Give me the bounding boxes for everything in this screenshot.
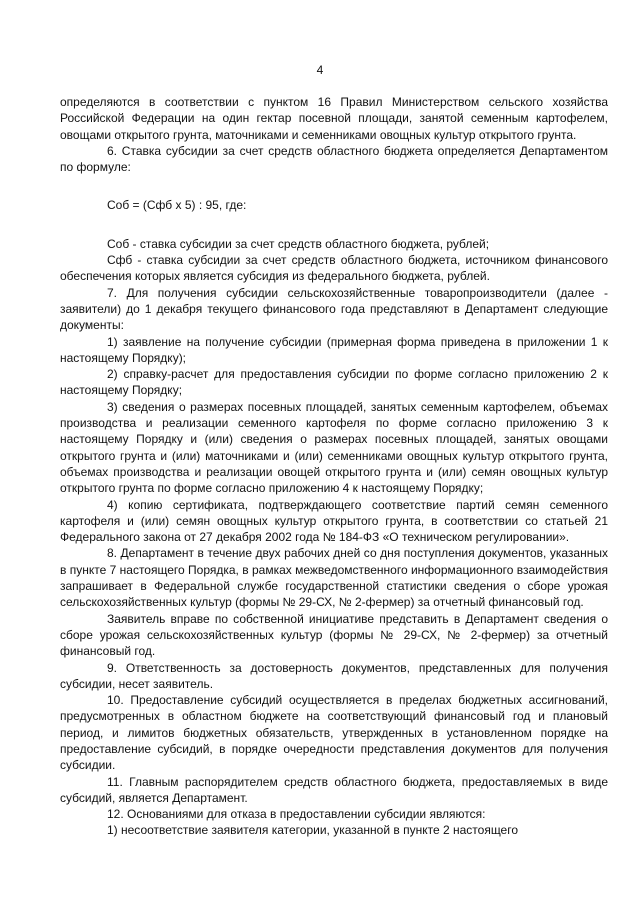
document-body xyxy=(60,94,608,839)
list-item-7-1: 1) заявление на получение субсидии (примерная форма приведена в приложении 1 к настоящему Порядку); xyxy=(60,334,608,365)
paragraph-item-9: 9. Ответственность за достоверность документов, представленных для получения субсидии, несет заявитель. xyxy=(60,660,608,691)
list-item-7-4: 4) копию сертификата, подтверждающего соответствие партий семян семенного картофеля и (или) семян овощных культур открытого грунта, в соответствии со статьей 21 Федерального закона от 27 декабря 2002 года № 184-ФЗ «О техническом регулировании». xyxy=(60,497,608,545)
paragraph-item-7: 7. Для получения субсидии сельскохозяйственные товаропроизводители (далее - заявители) до 1 декабря текущего финансового года представляют в Департамент следующие документы: xyxy=(60,285,608,333)
formula-definition-sfb: Сфб - ставка субсидии за счет средств областного бюджета, источником финансового обеспечения которых является субсидия из федерального бюджета, рублей. xyxy=(60,253,608,284)
formula: Соб = (Сфб х 5) : 95, где: xyxy=(107,198,247,213)
list-item-12-1: 1) несоответствие заявителя категории, указанной в пункте 2 настоящего xyxy=(107,823,519,838)
paragraph-item-8: 8. Департамент в течение двух рабочих дней со дня поступления документов, указанных в пункте 7 настоящего Порядка, в рамках межведомственного информационного взаимодействия запрашивает в Федеральной службе государственной статистики сведения о сборе урожая сельскохозяйственных культур (формы № 29-СХ, № 2-фермер) за отчетный финансовый год. xyxy=(60,546,608,610)
list-item-7-2: 2) справку-расчет для предоставления субсидии по форме согласно приложению 2 к настоящему Порядку; xyxy=(60,367,608,398)
paragraph-item-6: 6. Ставка субсидии за счет средств областного бюджета определяется Департаментом по формуле: xyxy=(60,143,608,175)
paragraph-item-11: 11. Главным распорядителем средств областного бюджета, предоставляемых в виде субсидий, является Департамент. xyxy=(60,774,608,805)
paragraph-continuation: определяются в соответствии с пунктом 16 Правил Министерством сельского хозяйства Российской Федерации на один гектар посевной площади, занятой семенным картофелем, овощами открытого грунта, маточниками и семенниками овощных культур открытого грунта. xyxy=(60,95,608,142)
paragraph-item-10: 10. Предоставление субсидий осуществляется в пределах бюджетных ассигнований, предусмотренных в областном бюджете на соответствующий финансовый год и плановый период, и лимитов бюджетных обязательств, утвержденных в установленном порядке на предоставление субсидий, в порядке очередности представления документов для получения субсидии. xyxy=(60,693,608,773)
paragraph-item-8-applicant: Заявитель вправе по собственной инициативе представить в Департамент сведения о сборе урожая сельскохозяйственных культур (формы № 29-СХ, № 2-фермер) за отчетный финансовый год. xyxy=(60,611,608,659)
list-item-7-3: 3) сведения о размерах посевных площадей, занятых семенным картофелем, объемах производства и реализации семенного картофеля по форме согласно приложению 3 к настоящему Порядку и (или) сведения о размерах посевных площадей, занятых овощами открытого грунта и (или) маточниками и (или) семенниками овощных культур открытого грунта, объемах производства и реализации овощей открытого грунта и (или) семян овощных культур открытого грунта по форме согласно приложению 4 к настоящему Порядку; xyxy=(60,399,608,496)
paragraph-item-12: 12. Основаниями для отказа в предоставлении субсидии являются: xyxy=(107,807,486,822)
formula-definition-sob: Соб - ставка субсидии за счет средств областного бюджета, рублей; xyxy=(107,236,490,251)
page-number: 4 xyxy=(316,63,324,77)
